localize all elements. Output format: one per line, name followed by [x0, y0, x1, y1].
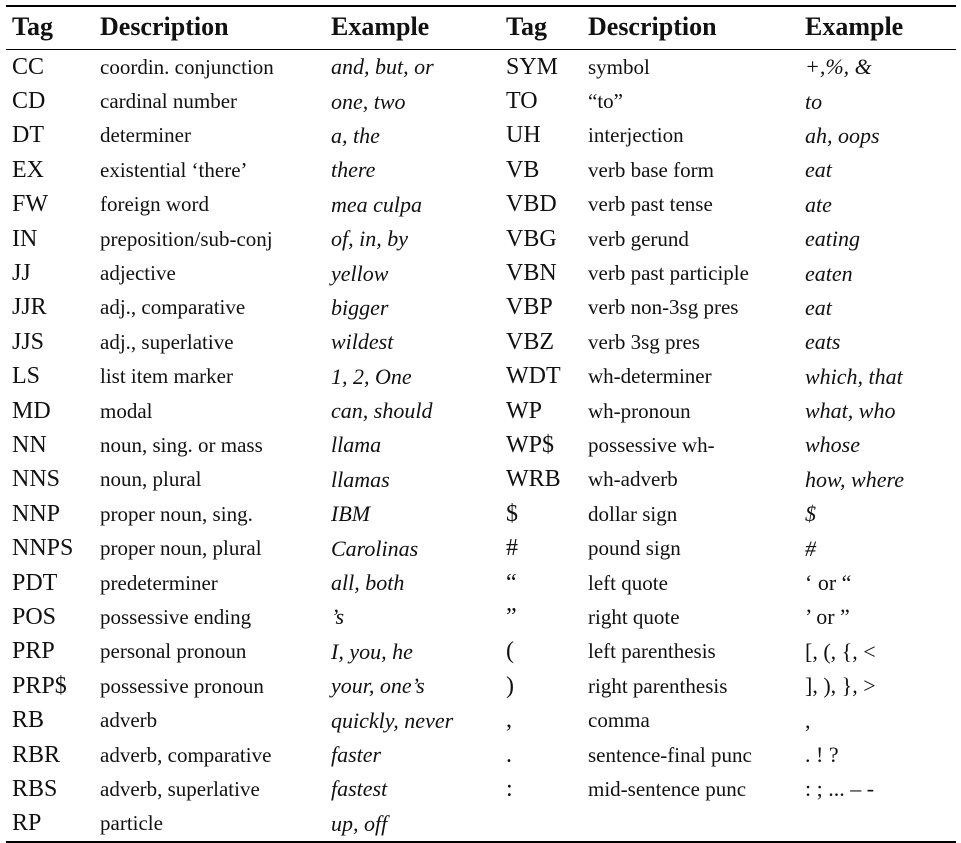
tag-cell-right: [500, 807, 582, 842]
table-row: [6, 531, 956, 565]
header-example-right: Example: [805, 12, 904, 41]
tag-cell-right: SYM: [506, 53, 559, 80]
description-cell-left: adverb: [100, 708, 158, 733]
example-cell-left: bigger: [331, 294, 389, 320]
tag-cell-right: TO: [506, 88, 538, 115]
description-cell-right: verb past tense: [588, 192, 713, 217]
table-row: [6, 772, 956, 806]
example-cell-right: which, that: [805, 363, 903, 389]
table-row: [6, 325, 956, 359]
example-cell-left: Carolinas: [331, 535, 419, 561]
tag-cell-left: NN: [12, 431, 47, 458]
pos-tag-table-container: [6, 5, 956, 843]
table-row: [6, 566, 956, 600]
description-cell-right: verb base form: [588, 157, 714, 182]
example-cell-right: eaten: [805, 260, 853, 286]
tag-cell-right: VBZ: [506, 328, 554, 355]
example-cell-left: and, but, or: [331, 54, 434, 80]
description-cell-right: symbol: [588, 54, 650, 79]
description-cell-right: right parenthesis: [588, 673, 728, 698]
tag-cell-right: $: [506, 500, 518, 527]
example-cell-left: mea culpa: [331, 191, 423, 217]
table-row: [6, 703, 956, 737]
tag-cell-right: #: [506, 535, 518, 562]
tag-cell-left: RBS: [12, 775, 58, 802]
header-tag-right: Tag: [506, 12, 547, 41]
tag-cell-left: JJS: [12, 328, 45, 355]
description-cell-right: sentence-final punc: [588, 742, 752, 767]
header-description-right: Description: [588, 12, 717, 41]
tag-cell-left: CD: [12, 88, 46, 115]
table-row: [6, 188, 956, 222]
table-row: [6, 497, 956, 531]
description-cell-right: verb 3sg pres: [588, 329, 700, 354]
description-cell-right: interjection: [588, 123, 684, 148]
example-cell-right: [799, 807, 956, 842]
description-cell-left: adj., superlative: [100, 329, 234, 354]
description-cell-left: cardinal number: [100, 89, 238, 114]
example-cell-right: . ! ?: [805, 742, 839, 767]
example-cell-right: what, who: [805, 398, 896, 424]
tag-cell-left: RP: [12, 810, 42, 837]
table-row: [6, 669, 956, 703]
example-cell-right: $: [805, 501, 816, 527]
example-cell-left: IBM: [331, 501, 371, 527]
tag-cell-left: JJ: [12, 260, 31, 287]
tag-cell-left: PRP$: [12, 672, 67, 699]
description-cell-left: determiner: [100, 123, 191, 148]
example-cell-left: your, one’s: [331, 673, 425, 699]
tag-cell-right: VBG: [506, 225, 557, 252]
description-cell-left: possessive ending: [100, 604, 252, 629]
tag-cell-left: FW: [12, 191, 48, 218]
example-cell-right: to: [805, 88, 823, 114]
table-row: [6, 463, 956, 497]
tag-cell-left: NNP: [12, 500, 61, 527]
description-cell-left: preposition/sub-conj: [100, 226, 273, 251]
tag-cell-right: WP$: [506, 431, 554, 458]
example-cell-right: eat: [805, 294, 832, 320]
example-cell-right: whose: [805, 432, 860, 458]
tag-cell-right: VB: [506, 156, 540, 183]
example-cell-right: eating: [805, 226, 860, 252]
description-cell-left: proper noun, sing.: [100, 501, 253, 526]
description-cell-right: wh-determiner: [588, 364, 712, 389]
description-cell-left: list item marker: [100, 364, 233, 389]
description-cell-right: verb past participle: [588, 261, 749, 286]
tag-cell-left: POS: [12, 603, 57, 630]
description-cell-left: foreign word: [100, 192, 210, 217]
example-cell-right: ah, oops: [805, 122, 880, 148]
example-cell-left: there: [331, 157, 376, 183]
table-row: [6, 807, 956, 842]
description-cell-right: wh-adverb: [588, 467, 678, 492]
tag-cell-right: VBD: [506, 191, 557, 218]
description-cell-right: [582, 807, 799, 842]
header-row: [6, 6, 956, 50]
tag-cell-left: NNPS: [12, 535, 74, 562]
tag-cell-left: CC: [12, 53, 45, 80]
tag-cell-left: DT: [12, 122, 44, 149]
pos-tag-table: [6, 5, 956, 843]
table-header: [6, 6, 956, 50]
table-row: [6, 600, 956, 634]
header-description-left: Description: [100, 12, 229, 41]
description-cell-left: adverb, superlative: [100, 776, 260, 801]
tag-cell-right: (: [506, 638, 514, 665]
table-row: [6, 84, 956, 118]
example-cell-left: all, both: [331, 570, 405, 596]
example-cell-right: ’ or ”: [805, 604, 850, 630]
example-cell-right: ,: [805, 707, 811, 733]
tag-cell-right: “: [506, 569, 517, 596]
example-cell-left: up, off: [331, 810, 388, 836]
header-example-left: Example: [331, 12, 430, 41]
example-cell-left: ’s: [331, 604, 345, 630]
description-cell-left: particle: [100, 811, 163, 836]
description-cell-right: right quote: [588, 604, 680, 629]
tag-cell-left: PDT: [12, 569, 58, 596]
table-row: [6, 50, 956, 85]
example-cell-right: : ; ... – -: [805, 776, 875, 802]
description-cell-left: proper noun, plural: [100, 536, 262, 561]
description-cell-right: “to”: [588, 89, 623, 114]
example-cell-left: of, in, by: [331, 226, 408, 252]
description-cell-right: possessive wh-: [588, 432, 715, 457]
example-cell-right: how, where: [805, 466, 904, 492]
description-cell-right: pound sign: [588, 536, 681, 561]
description-cell-right: left quote: [588, 570, 668, 595]
tag-cell-left: IN: [12, 225, 38, 252]
table-body: [6, 50, 956, 842]
example-cell-left: I, you, he: [331, 638, 413, 664]
example-cell-right: ‘ or “: [805, 570, 852, 596]
description-cell-left: existential ‘there’: [100, 157, 248, 182]
description-cell-right: left parenthesis: [588, 639, 716, 664]
example-cell-left: one, two: [331, 88, 406, 114]
description-cell-left: adverb, comparative: [100, 742, 272, 767]
example-cell-right: ], ), }, >: [805, 673, 876, 699]
description-cell-left: noun, plural: [100, 467, 202, 492]
tag-cell-right: ”: [506, 603, 517, 630]
table-row: [6, 635, 956, 669]
tag-cell-left: JJR: [12, 294, 47, 321]
example-cell-right: eat: [805, 157, 832, 183]
table-row: [6, 738, 956, 772]
example-cell-right: [, (, {, <: [805, 638, 876, 664]
header-tag-left: Tag: [12, 12, 53, 41]
example-cell-left: fastest: [331, 776, 388, 802]
description-cell-left: predeterminer: [100, 570, 218, 595]
example-cell-left: can, should: [331, 398, 433, 424]
tag-cell-left: RBR: [12, 741, 61, 768]
tag-cell-right: WRB: [506, 466, 561, 493]
table-row: [6, 360, 956, 394]
tag-cell-right: UH: [506, 122, 541, 149]
example-cell-left: llamas: [331, 466, 390, 492]
tag-cell-left: NNS: [12, 466, 61, 493]
description-cell-right: dollar sign: [588, 501, 678, 526]
description-cell-right: wh-pronoun: [588, 398, 691, 423]
example-cell-left: quickly, never: [331, 707, 454, 733]
description-cell-right: comma: [588, 708, 650, 733]
table-row: [6, 222, 956, 256]
tag-cell-right: WP: [506, 397, 542, 424]
tag-cell-left: RB: [12, 707, 45, 734]
example-cell-right: +,%, &: [805, 54, 872, 80]
example-cell-right: ate: [805, 191, 832, 217]
description-cell-left: personal pronoun: [100, 639, 247, 664]
example-cell-left: wildest: [331, 329, 394, 355]
description-cell-left: coordin. conjunction: [100, 54, 274, 79]
example-cell-left: 1, 2, One: [331, 363, 412, 389]
tag-cell-right: .: [506, 741, 512, 768]
tag-cell-left: MD: [12, 397, 51, 424]
description-cell-right: verb gerund: [588, 226, 689, 251]
description-cell-left: noun, sing. or mass: [100, 432, 263, 457]
table-row: [6, 153, 956, 187]
table-row: [6, 394, 956, 428]
description-cell-left: possessive pronoun: [100, 673, 264, 698]
example-cell-left: faster: [331, 742, 382, 767]
description-cell-left: adj., comparative: [100, 295, 246, 320]
tag-cell-right: :: [506, 775, 513, 802]
table-row: [6, 119, 956, 153]
tag-cell-left: EX: [12, 156, 44, 183]
tag-cell-right: VBN: [506, 260, 557, 287]
example-cell-left: llama: [331, 432, 382, 458]
description-cell-left: adjective: [100, 261, 176, 286]
example-cell-left: yellow: [331, 260, 389, 286]
tag-cell-left: PRP: [12, 638, 55, 665]
table-row: [6, 291, 956, 325]
tag-cell-right: WDT: [506, 363, 561, 390]
example-cell-left: a, the: [331, 122, 380, 148]
description-cell-right: verb non-3sg pres: [588, 295, 739, 320]
table-row: [6, 256, 956, 290]
example-cell-right: eats: [805, 329, 841, 355]
description-cell-right: mid-sentence punc: [588, 776, 747, 801]
tag-cell-right: ,: [506, 707, 512, 734]
tag-cell-left: LS: [12, 363, 41, 390]
example-cell-right: #: [805, 535, 816, 561]
tag-cell-right: ): [506, 672, 514, 699]
table-row: [6, 428, 956, 462]
tag-cell-right: VBP: [506, 294, 553, 321]
description-cell-left: modal: [100, 398, 153, 423]
